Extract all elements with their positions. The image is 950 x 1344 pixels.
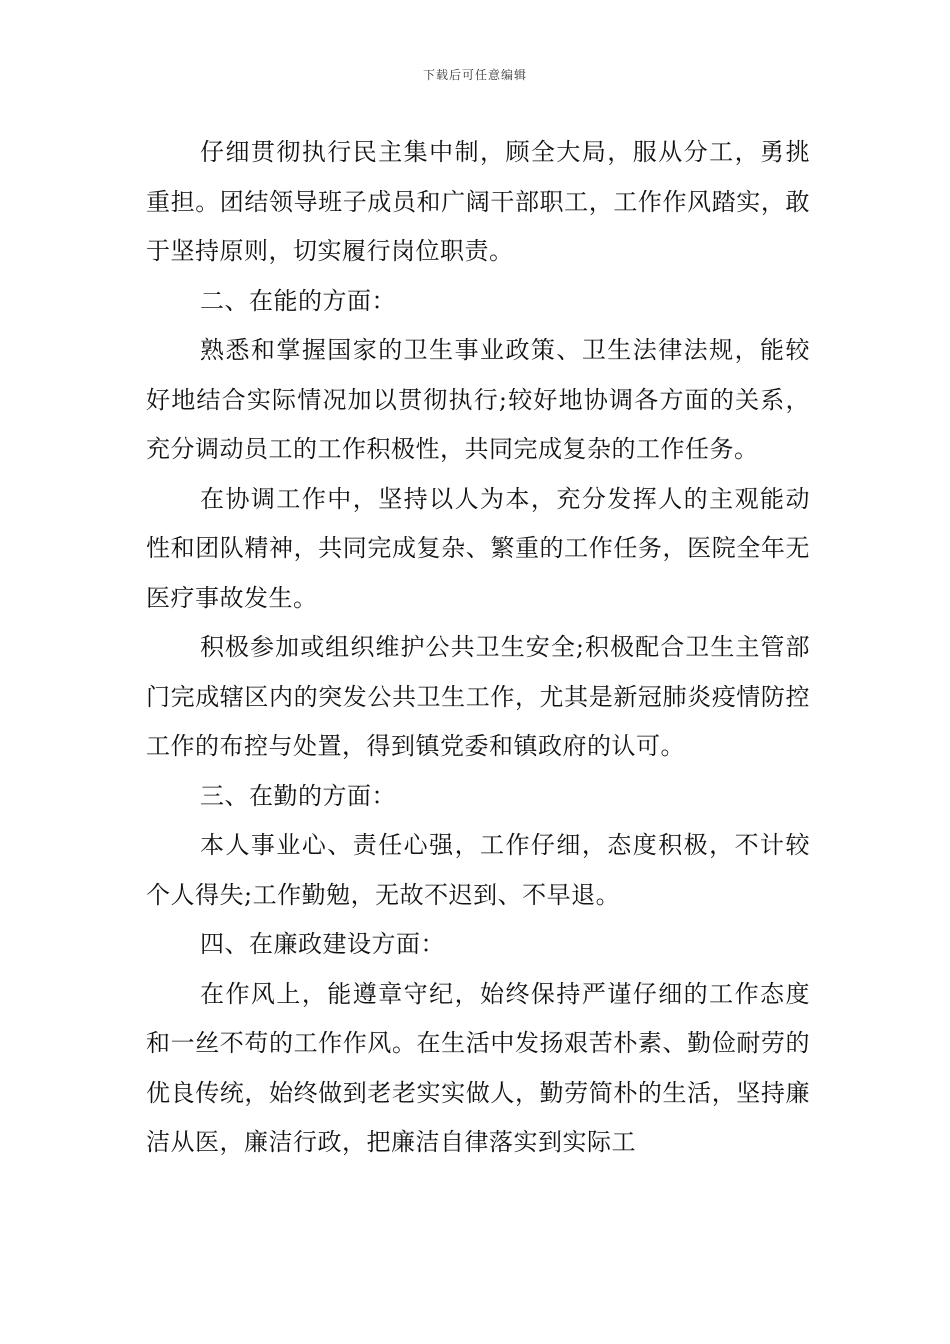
heading-integrity: 四、在廉政建设方面： [200, 930, 445, 958]
paragraph-duty: 仔细贯彻执行民主集中制，顾全大局，服从分工，勇挑重担。团结领导班子成员和广阔干部职工，工作作风踏实，敢于坚持原则，切实履行岗位职责。 [146, 138, 810, 265]
paragraph-ability-coordination: 在协调工作中，坚持以人为本，充分发挥人的主观能动性和团队精神，共同完成复杂、繁重的工作任务，医院全年无医疗事故发生。 [146, 484, 810, 612]
header-note: 下载后可任意编辑 [422, 68, 527, 82]
paragraph-ability-policy: 熟悉和掌握国家的卫生事业政策、卫生法律法规，能较好地结合实际情况加以贯彻执行;较好地协调各方面的关系，充分调动员工的工作积极性，共同完成复杂的工作任务。 [146, 336, 810, 463]
paragraph-ability-public-health: 积极参加或组织维护公共卫生安全;积极配合卫生主管部门完成辖区内的突发公共卫生工作，尤其是新冠肺炎疫情防控工作的布控与处置，得到镇党委和镇政府的认可。 [146, 633, 810, 760]
heading-diligence: 三、在勤的方面： [200, 781, 396, 810]
document-body [146, 128, 810, 1168]
paragraph-integrity: 在作风上，能遵章守纪，始终保持严谨仔细的工作态度和一丝不苟的工作作风。在生活中发扬艰苦朴素、勤俭耐劳的优良传统，始终做到老老实实做人，勤劳简朴的生活，坚持廉洁从医，廉洁行政，把廉洁自律落实到实际工 [146, 979, 810, 1156]
heading-ability: 二、在能的方面： [200, 286, 396, 315]
paragraph-diligence: 本人事业心、责任心强，工作仔细，态度积极，不计较个人得失;工作勤勉，无故不迟到、不早退。 [146, 831, 810, 909]
